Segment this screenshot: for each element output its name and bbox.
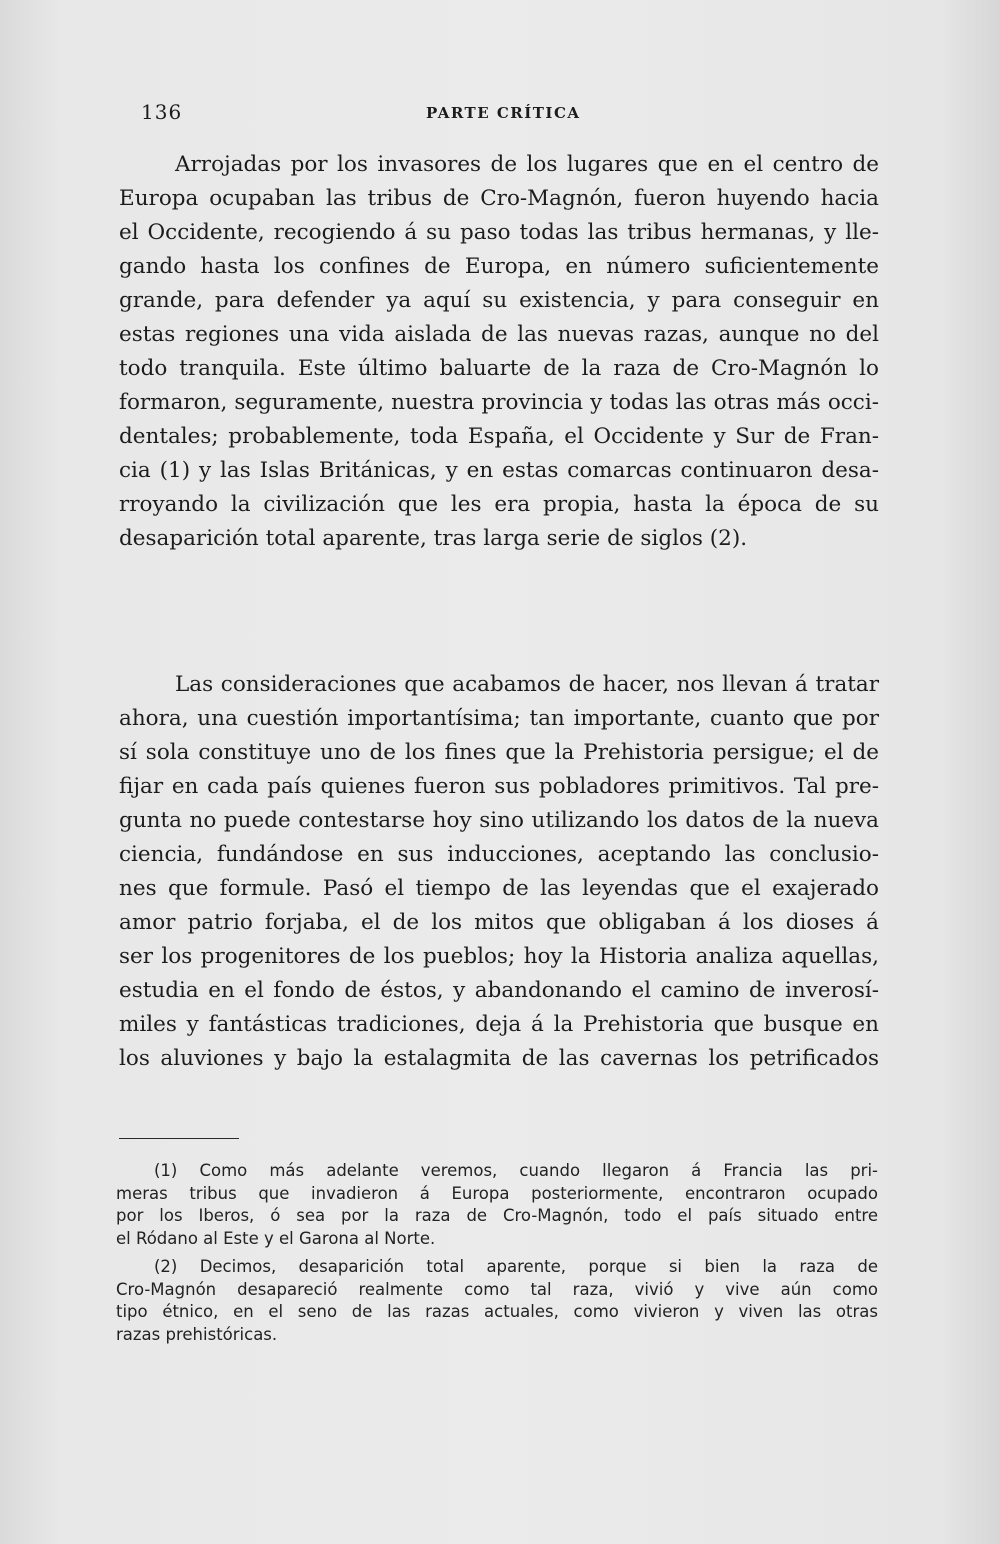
paragraph-line: grande, para defender ya aquí su existencia, y para conseguir en — [119, 288, 879, 313]
paragraph-line: gunta no puede contestarse hoy sino utilizando los datos de la nueva — [119, 808, 879, 833]
footnote-1 — [116, 1160, 878, 1250]
footnote-line: Cro-Magnón desapareció realmente como tal raza, vivió y vive aún como — [116, 1279, 878, 1299]
paragraph-line: sí sola constituye uno de los fines que la Prehistoria persigue; el de — [119, 740, 879, 765]
paragraph-line: dentales; probablemente, toda España, el Occidente y Sur de Fran- — [119, 424, 879, 449]
paragraph-line: Europa ocupaban las tribus de Cro-Magnón, fueron huyendo hacia — [119, 186, 879, 211]
paragraph-line: ser los progenitores de los pueblos; hoy la Historia analiza aquellas, — [119, 944, 879, 969]
paragraph-line: desaparición total aparente, tras larga serie de siglos (2). — [119, 526, 748, 551]
paragraph-line: amor patrio forjaba, el de los mitos que obligaban á los dioses á — [119, 910, 879, 935]
paragraph-line: nes que formule. Pasó el tiempo de las leyendas que el exajerado — [119, 876, 879, 901]
paragraph-line: gando hasta los confines de Europa, en número suficientemente — [119, 254, 879, 279]
footnote-line: (1) Como más adelante veremos, cuando llegaron á Francia las pri- — [154, 1161, 878, 1180]
paragraph-line: estas regiones una vida aislada de las nuevas razas, aunque no del — [119, 322, 879, 347]
paragraph-line: Las consideraciones que acabamos de hacer, nos llevan á tratar — [175, 672, 879, 697]
footnote-line: meras tribus que invadieron á Europa posteriormente, encontraron ocupado — [116, 1183, 878, 1203]
paragraph-line: Arrojadas por los invasores de los lugares que en el centro de — [175, 152, 879, 177]
footnote-separator — [119, 1138, 239, 1139]
paragraph-line: fijar en cada país quienes fueron sus pobladores primitivos. Tal pre- — [119, 774, 879, 799]
footnotes — [116, 1160, 878, 1346]
paragraph-line: cia (1) y las Islas Británicas, y en estas comarcas continuaron desa- — [119, 458, 879, 483]
paragraph-2 — [119, 668, 879, 1076]
paragraph-line: el Occidente, recogiendo á su paso todas las tribus hermanas, y lle- — [119, 220, 879, 245]
page-header — [0, 100, 1000, 130]
paragraph-line: los aluviones y bajo la estalagmita de las cavernas los petrificados — [119, 1046, 879, 1071]
paragraph-line: ciencia, fundándose en sus inducciones, aceptando las conclusio- — [119, 842, 879, 867]
paragraph-line: estudia en el fondo de éstos, y abandonando el camino de inverosí- — [119, 978, 879, 1003]
page-number: 136 — [141, 100, 183, 124]
footnote-2 — [116, 1256, 878, 1346]
paragraph-line: formaron, seguramente, nuestra provincia y todas las otras más occi- — [119, 390, 879, 415]
paragraph-line: ahora, una cuestión importantísima; tan importante, cuanto que por — [119, 706, 879, 731]
paragraph-line: todo tranquila. Este último baluarte de la raza de Cro-Magnón lo — [119, 356, 879, 381]
footnote-line: tipo étnico, en el seno de las razas actuales, como vivieron y viven las otras — [116, 1302, 878, 1321]
running-title: PARTE CRÍTICA — [426, 104, 581, 122]
footnote-line: razas prehistóricas. — [116, 1324, 278, 1344]
footnote-line: (2) Decimos, desaparición total aparente, porque si bien la raza de — [154, 1257, 878, 1276]
paragraph-1 — [119, 148, 879, 556]
footnote-line: el Ródano al Este y el Garona al Norte. — [116, 1228, 436, 1248]
footnote-line: por los Iberos, ó sea por la raza de Cro-Magnón, todo el país situado entre — [116, 1206, 878, 1225]
paragraph-line: miles y fantásticas tradiciones, deja á la Prehistoria que busque en — [119, 1012, 879, 1037]
paragraph-line: rroyando la civilización que les era propia, hasta la época de su — [119, 492, 879, 517]
